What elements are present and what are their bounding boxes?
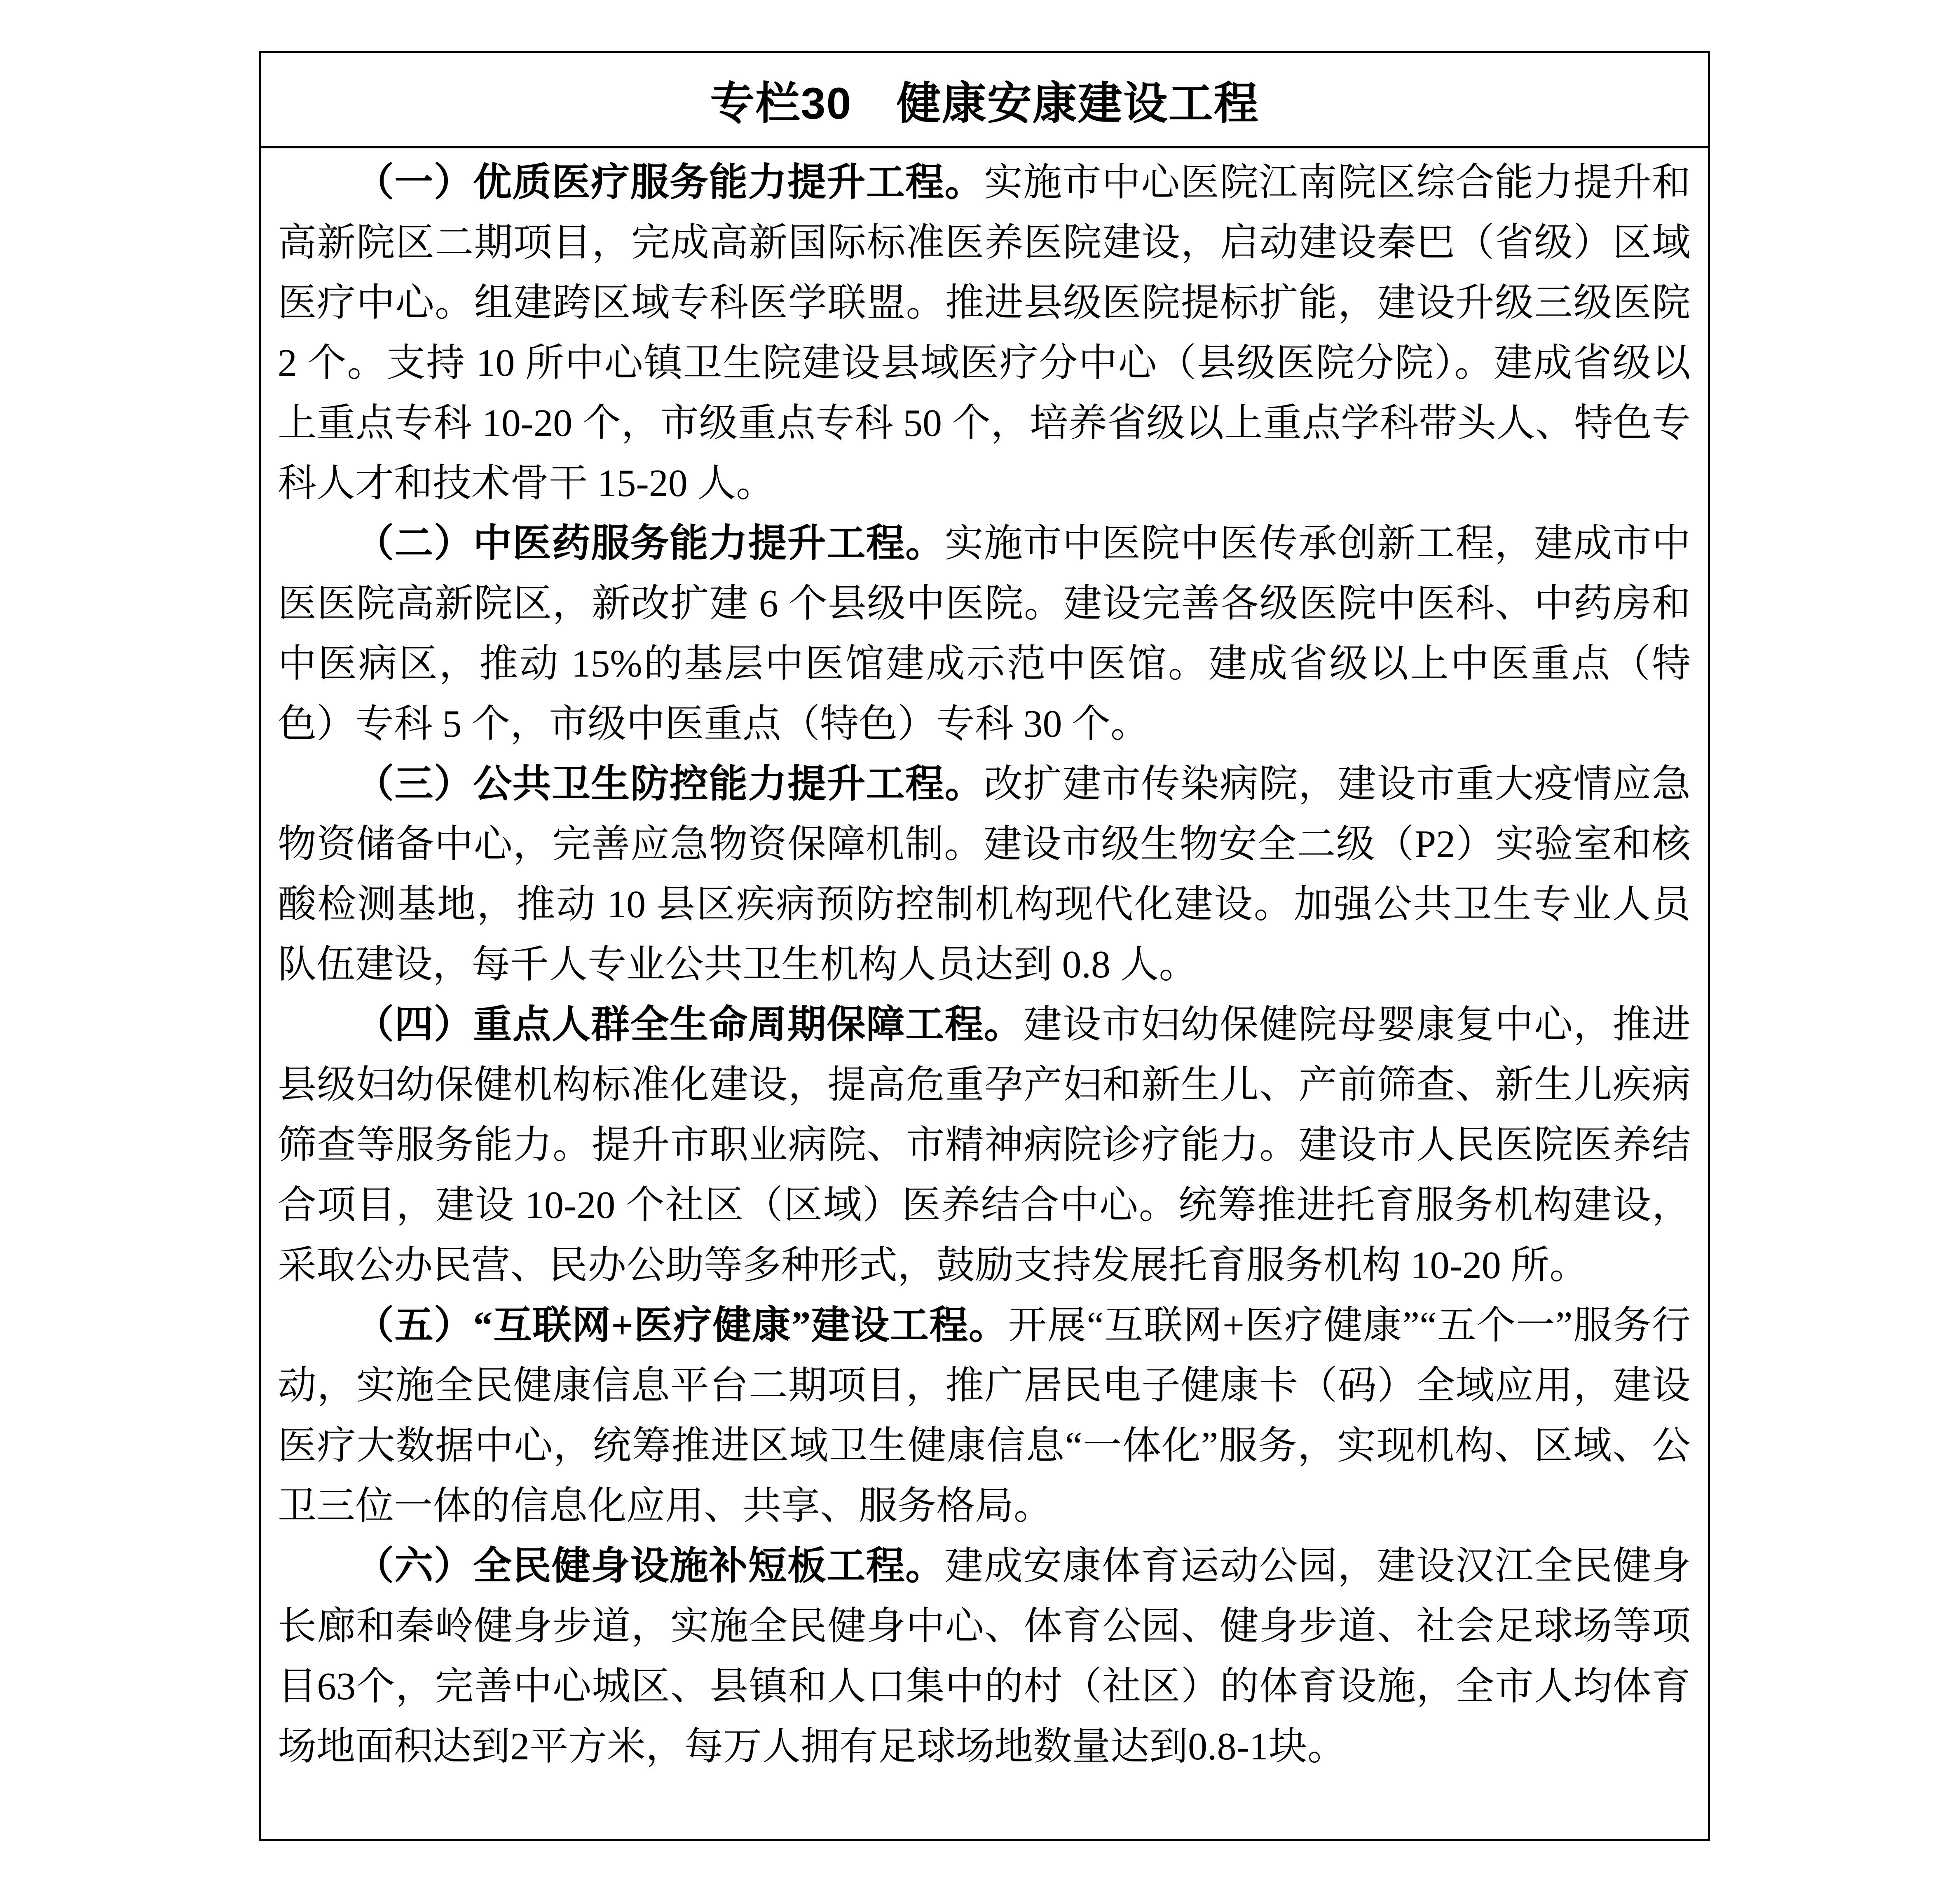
- section-heading: （六）全民健身设施补短板工程。: [355, 1545, 945, 1588]
- section-body-text: 改扩建市传染病院，建设市重大疫情应急物资储备中心，完善应急物资保障机制。建设市级生物安全二级（P2）实验室和核酸检测基地，推动 10 县区疾病预防控制机构现代化建设。加强公共卫生专业人员队伍建设，每千人专业公共卫生机构人员达到 0.8 人。: [278, 763, 1691, 986]
- panel-body: [261, 148, 1708, 1777]
- panel-title: [261, 53, 1708, 148]
- section-paragraph: [278, 1536, 1691, 1777]
- section-heading: （一）优质医疗服务能力提升工程。: [355, 161, 984, 204]
- section-paragraph: [278, 1295, 1691, 1536]
- section-paragraph: [278, 513, 1691, 754]
- section-heading: （二）中医药服务能力提升工程。: [355, 522, 945, 565]
- section-paragraph: [278, 754, 1691, 995]
- section-body-text: 建成安康体育运动公园，建设汉江全民健身长廊和秦岭健身步道，实施全民健身中心、体育公园、健身步道、社会足球场等项目63个，完善中心城区、县镇和人口集中的村（社区）的体育设施，全市人均体育场地面积达到2平方米，每万人拥有足球场地数量达到0.8-1块。: [278, 1545, 1691, 1768]
- section-paragraph: [278, 152, 1691, 513]
- column-box-panel: [259, 51, 1710, 1841]
- section-body-text: 实施市中心医院江南院区综合能力提升和高新院区二期项目，完成高新国际标准医养医院建设，启动建设秦巴（省级）区域医疗中心。组建跨区域专科医学联盟。推进县级医院提标扩能，建设升级三级医院 2 个。支持 10 所中心镇卫生院建设县域医疗分中心（县级医院分院）。建成省级以上重点专科 10-20 个，市级重点专科 50 个，培养省级以上重点学科带头人、特色专科人才和技术骨干 15-20 人。: [278, 161, 1691, 505]
- section-body-text: 建设市妇幼保健院母婴康复中心，推进县级妇幼保健机构标准化建设，提高危重孕产妇和新生儿、产前筛查、新生儿疾病筛查等服务能力。提升市职业病院、市精神病院诊疗能力。建设市人民医院医养结合项目，建设 10-20 个社区（区域）医养结合中心。统筹推进托育服务机构建设，采取公办民营、民办公助等多种形式，鼓励支持发展托育服务机构 10-20 所。: [278, 1003, 1691, 1287]
- section-body-text: 开展“互联网+医疗健康”“五个一”服务行动，实施全民健康信息平台二期项目，推广居民电子健康卡（码）全域应用，建设医疗大数据中心，统筹推进区域卫生健康信息“一体化”服务，实现机构、区域、公卫三位一体的信息化应用、共享、服务格局。: [278, 1304, 1691, 1527]
- section-heading: （三）公共卫生防控能力提升工程。: [355, 763, 984, 806]
- section-paragraph: [278, 995, 1691, 1295]
- panel-title-text: 健康安康建设工程: [896, 78, 1259, 128]
- section-heading: （四）重点人群全生命周期保障工程。: [355, 1003, 1024, 1046]
- section-body-text: 实施市中医院中医传承创新工程，建成市中医医院高新院区，新改扩建 6 个县级中医院。建设完善各级医院中医科、中药房和中医病区，推动 15%的基层中医馆建成示范中医馆。建成省级以上中医重点（特色）专科 5 个，市级中医重点（特色）专科 30 个。: [278, 522, 1691, 745]
- section-heading: （五）“互联网+医疗健康”建设工程。: [355, 1304, 1008, 1347]
- panel-title-number: 专栏30: [710, 78, 852, 128]
